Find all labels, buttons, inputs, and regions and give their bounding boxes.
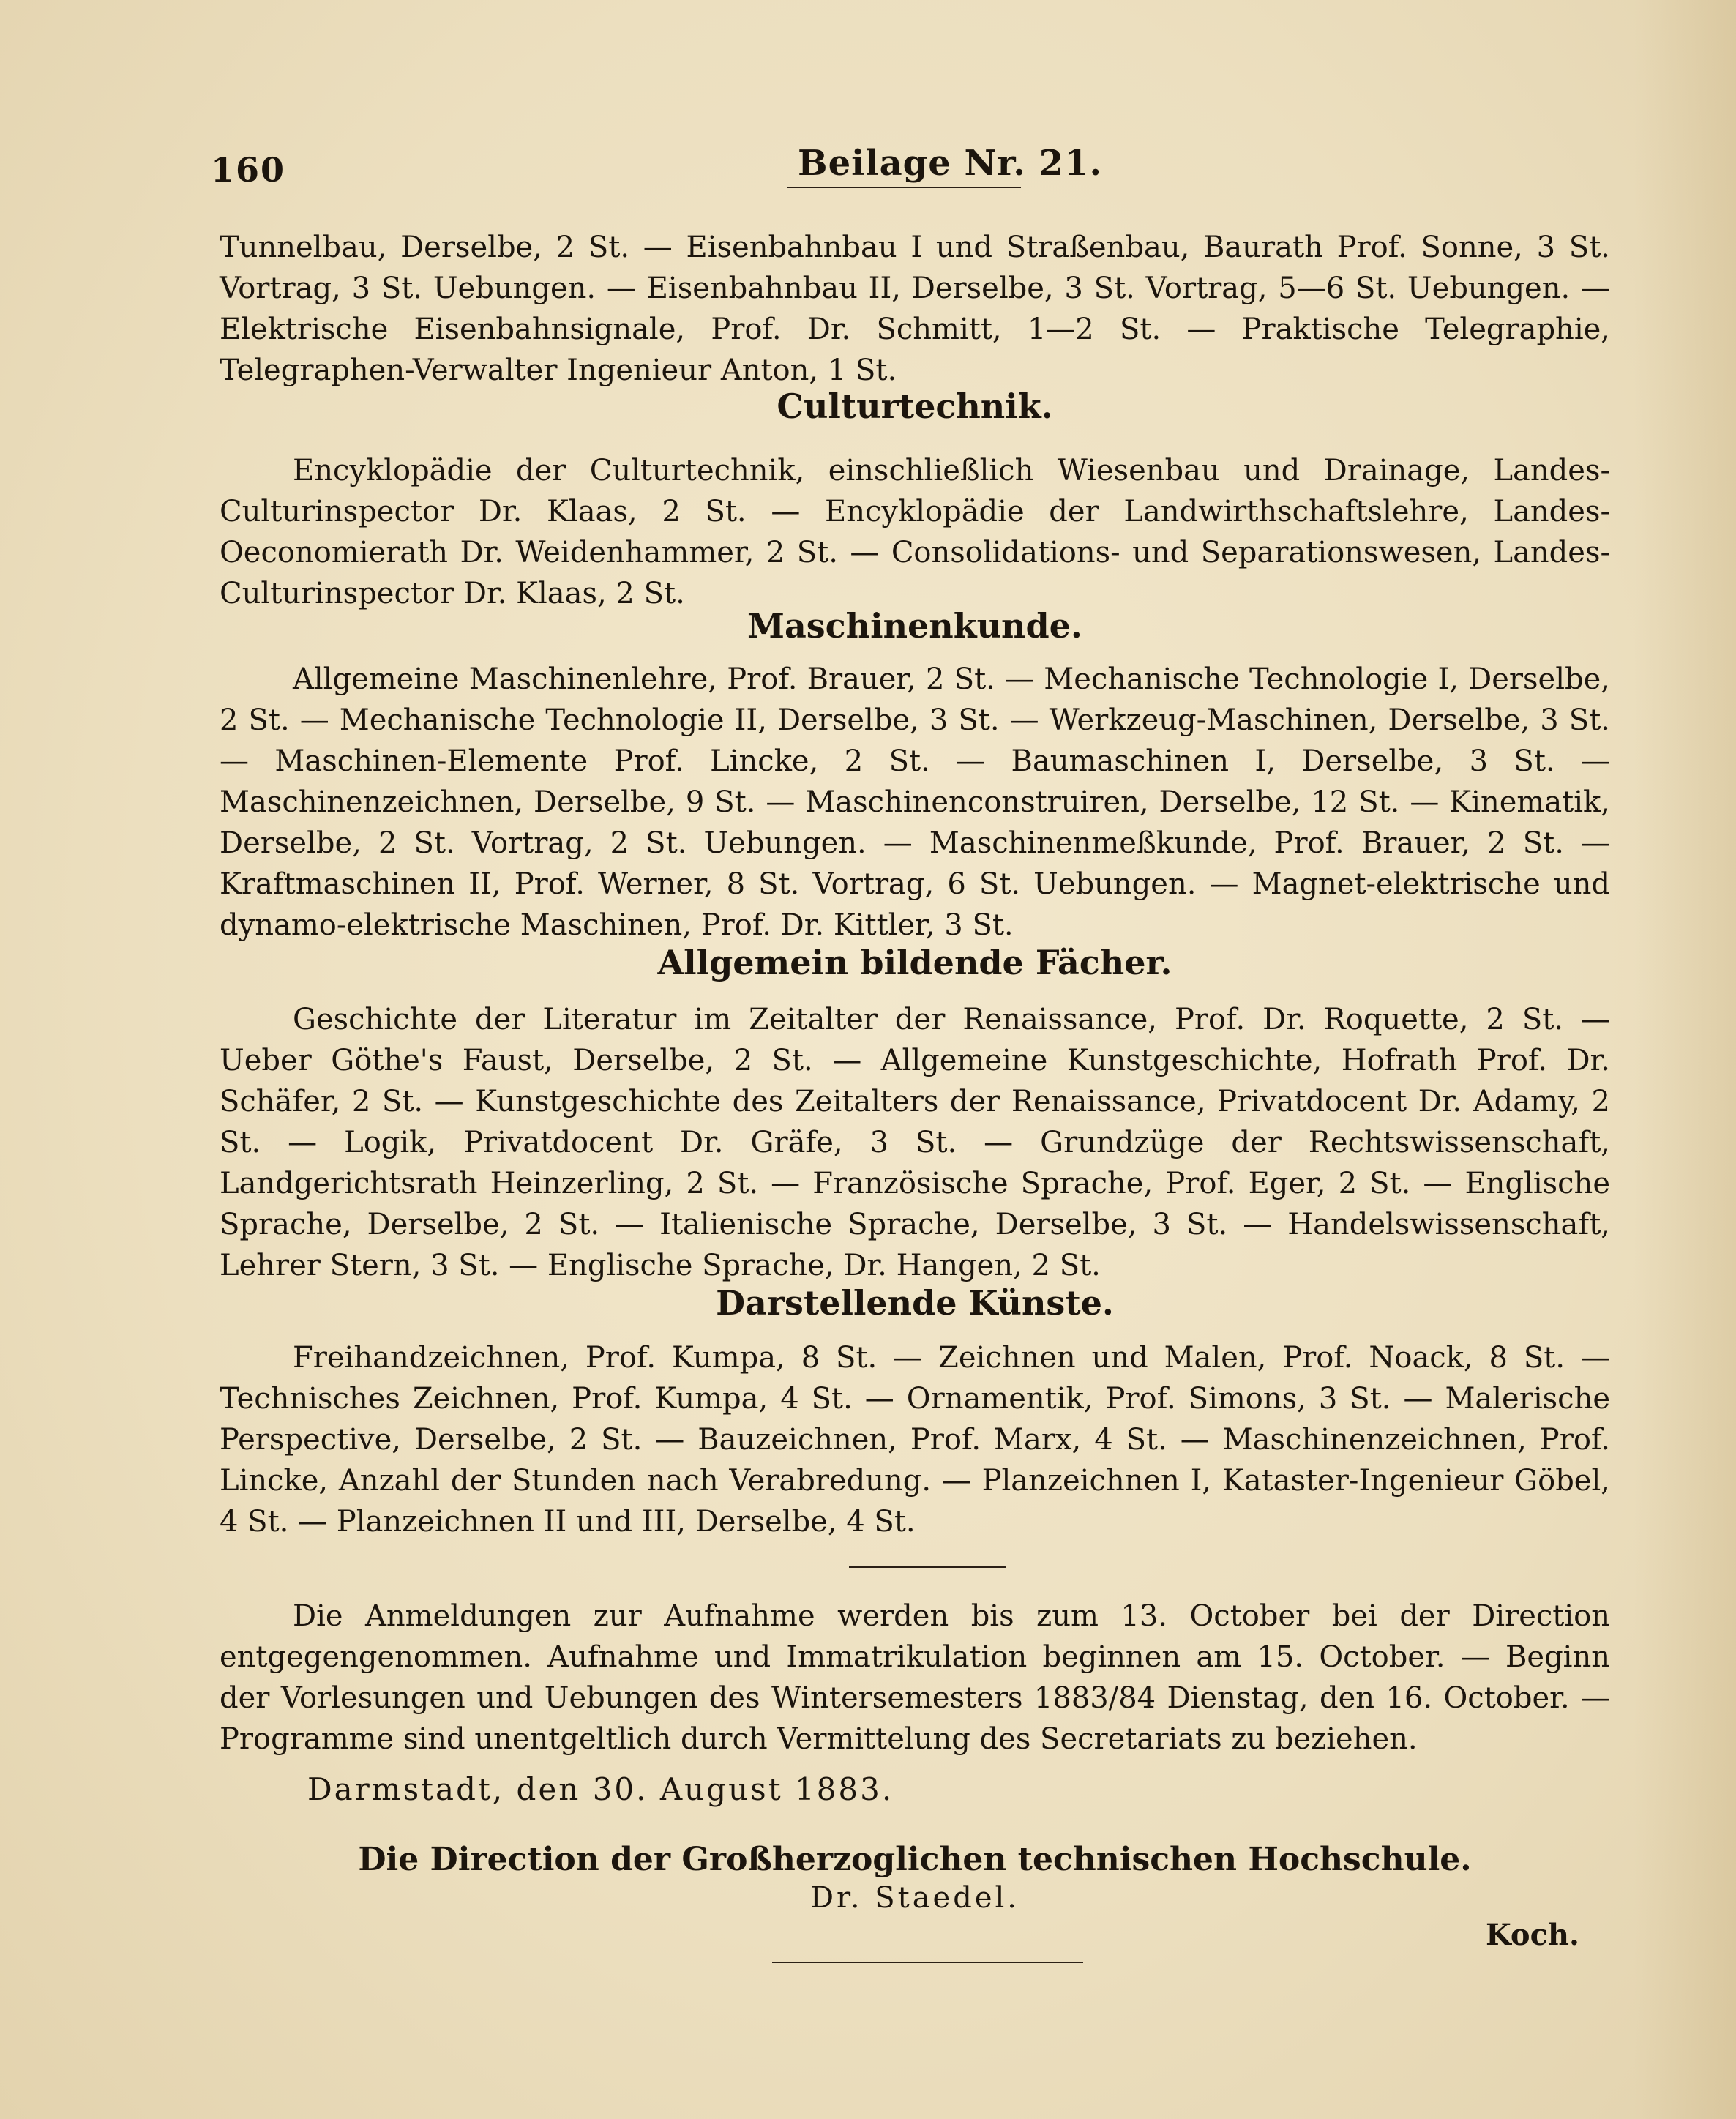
section-heading-allgemein-bildende-faecher: Allgemein bildende Fächer. bbox=[657, 943, 1172, 982]
page-edge-stain bbox=[1634, 0, 1736, 2119]
section-heading-maschinenkunde: Maschinenkunde. bbox=[747, 606, 1082, 646]
section-body-darstellende-kuenste: Freihandzeichnen, Prof. Kumpa, 8 St. — Zeichnen und Malen, Prof. Noack, 8 St. — Technisches Zeichnen, Prof. Kumpa, 4 St. — Ornamentik, Prof. Simons, 3 St. — Malerische Perspective, Derselbe, 2 St. — Bauzeichnen, Prof. Marx, 4 St. — Maschinenzeichnen, Prof. Lincke, Anzahl der Stunden nach Verabredung. — Planzeichnen I, Kataster-Ingenieur Göbel, 4 St. — Planzeichnen II und III, Derselbe, 4 St. bbox=[220, 1341, 1610, 1539]
signature-organization: Die Direction der Großherzoglichen technischen Hochschule. bbox=[358, 1841, 1472, 1878]
place-and-date: Darmstadt, den 30. August 1883. bbox=[307, 1771, 894, 1807]
page-header-title: Beilage Nr. 21. bbox=[798, 143, 1103, 184]
enrolment-notice: Die Anmeldungen zur Aufnahme werden bis zum 13. October bei der Direction entgegengenommen. Aufnahme und Immatrikulation beginnen am 15. October. — Beginn der Vorlesungen und Uebungen des Wintersemesters 1883/84 Dienstag, den 16. October. — Programme sind unentgeltlich durch Vermittelung des Secretariats zu beziehen. bbox=[220, 1599, 1610, 1756]
page-number: 160 bbox=[211, 150, 286, 190]
section-divider bbox=[849, 1566, 1006, 1568]
section-heading-culturtechnik: Culturtechnik. bbox=[777, 386, 1053, 426]
closing-rule bbox=[772, 1962, 1083, 1963]
signature-name: Dr. Staedel. bbox=[809, 1881, 1019, 1915]
intro-paragraph: Tunnelbau, Derselbe, 2 St. — Eisenbahnbau I und Straßenbau, Baurath Prof. Sonne, 3 St. Vortrag, 3 St. Uebungen. — Eisenbahnbau II, Derselbe, 3 St. Vortrag, 5—6 St. Uebungen. — Elektrische Eisenbahnsignale, Prof. Dr. Schmitt, 1—2 St. — Praktische Telegraphie, Telegraphen-Verwalter Ingenieur Anton, 1 St. bbox=[220, 231, 1610, 387]
countersignature: Koch. bbox=[1486, 1918, 1579, 1952]
section-body-culturtechnik: Encyklopädie der Culturtechnik, einschließlich Wiesenbau und Drainage, Landes-Culturinspector Dr. Klaas, 2 St. — Encyklopädie der Landwirthschaftslehre, Landes-Oeconomierath Dr. Weidenhammer, 2 St. — Consolidations- und Separationswesen, Landes-Culturinspector Dr. Klaas, 2 St. bbox=[220, 454, 1610, 610]
section-body-maschinenkunde: Allgemeine Maschinenlehre, Prof. Brauer, 2 St. — Mechanische Technologie I, Derselbe, 2 St. — Mechanische Technologie II, Derselbe, 3 St. — Werkzeug-Maschinen, Derselbe, 3 St. — Maschinen-Elemente Prof. Lincke, 2 St. — Baumaschinen I, Derselbe, 3 St. — Maschinenzeichnen, Derselbe, 9 St. — Maschinenconstruiren, Derselbe, 12 St. — Kinematik, Derselbe, 2 St. Vortrag, 2 St. Uebungen. — Maschinenmeßkunde, Prof. Brauer, 2 St. — Kraftmaschinen II, Prof. Werner, 8 St. Vortrag, 6 St. Uebungen. — Magnet-elektrische und dynamo-elektrische Maschinen, Prof. Dr. Kittler, 3 St. bbox=[220, 662, 1610, 942]
section-heading-darstellende-kuenste: Darstellende Künste. bbox=[716, 1283, 1114, 1323]
header-underline bbox=[787, 187, 1021, 188]
section-body-allgemein-bildende-faecher: Geschichte der Literatur im Zeitalter der Renaissance, Prof. Dr. Roquette, 2 St. — Ueber Göthe's Faust, Derselbe, 2 St. — Allgemeine Kunstgeschichte, Hofrath Prof. Dr. Schäfer, 2 St. — Kunstgeschichte des Zeitalters der Renaissance, Privatdocent Dr. Adamy, 2 St. — Logik, Privatdocent Dr. Gräfe, 3 St. — Grundzüge der Rechtswissenschaft, Landgerichtsrath Heinzerling, 2 St. — Französische Sprache, Prof. Eger, 2 St. — Englische Sprache, Derselbe, 2 St. — Italienische Sprache, Derselbe, 3 St. — Handelswissenschaft, Lehrer Stern, 3 St. — Englische Sprache, Dr. Hangen, 2 St. bbox=[220, 1003, 1610, 1282]
